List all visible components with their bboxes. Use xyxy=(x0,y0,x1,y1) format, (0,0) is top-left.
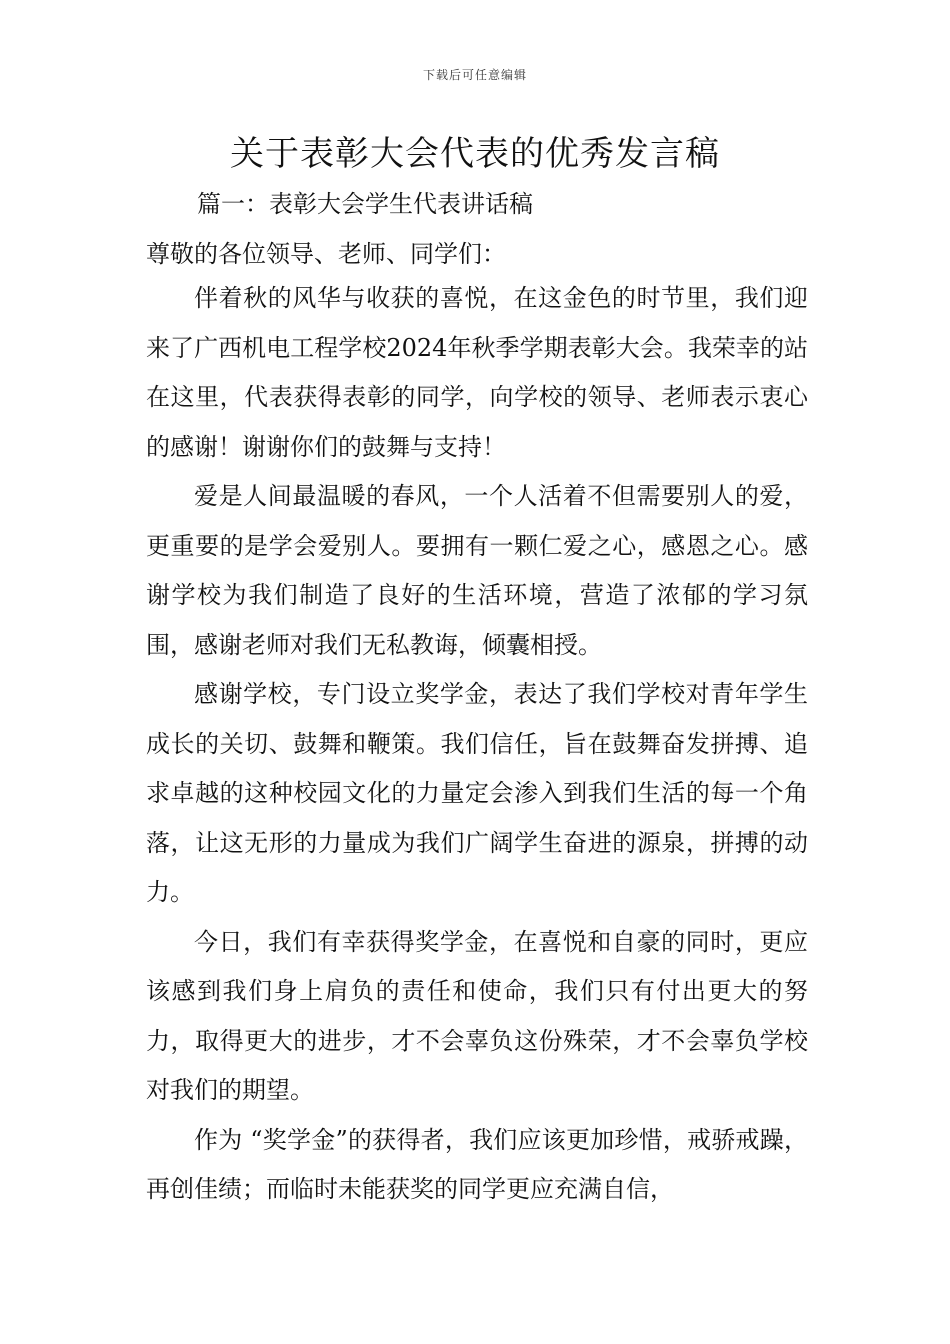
header-note: 下载后可任意编辑 xyxy=(422,68,527,82)
paragraph-4: 今日，我们有幸获得奖学金，在喜悦和自豪的同时，更应该感到我们身上肩负的责任和使命，我们只有付出更大的努力，取得更大的进步，才不会辜负这份殊荣，才不会辜负学校对我们的期望。 xyxy=(146,927,808,1104)
body-text xyxy=(146,274,808,1215)
paragraph-3: 感谢学校，专门设立奖学金，表达了我们学校对青年学生成长的关切、鼓舞和鞭策。我们信任，旨在鼓舞奋发拼搏、追求卓越的这种校园文化的力量定会渗入到我们生活的每一个角落，让这无形的力量成为我们广阔学生奋进的源泉，拼搏的动力。 xyxy=(146,680,808,906)
salutation: 尊敬的各位领导、老师、同学们： xyxy=(146,240,506,268)
paragraph-1: 伴着秋的风华与收获的喜悦，在这金色的时节里，我们迎来了广西机电工程学校2024年秋季学期表彰大会。我荣幸的站在这里，代表获得表彰的同学，向学校的领导、老师表示衷心的感谢！谢谢你们的鼓舞与支持！ xyxy=(146,284,808,461)
document-title: 关于表彰大会代表的优秀发言稿 xyxy=(230,134,720,174)
paragraph-2: 爱是人间最温暖的春风，一个人活着不但需要别人的爱，更重要的是学会爱别人。要拥有一颗仁爱之心，感恩之心。感谢学校为我们制造了良好的生活环境，营造了浓郁的学习氛围，感谢老师对我们无私教诲，倾囊相授。 xyxy=(146,482,808,659)
section-subtitle: 篇一：表彰大会学生代表讲话稿 xyxy=(197,190,533,218)
paragraph-5: 作为 “奖学金”的获得者，我们应该更加珍惜，戒骄戒躁，再创佳绩；而临时未能获奖的同学更应充满自信， xyxy=(146,1125,808,1203)
